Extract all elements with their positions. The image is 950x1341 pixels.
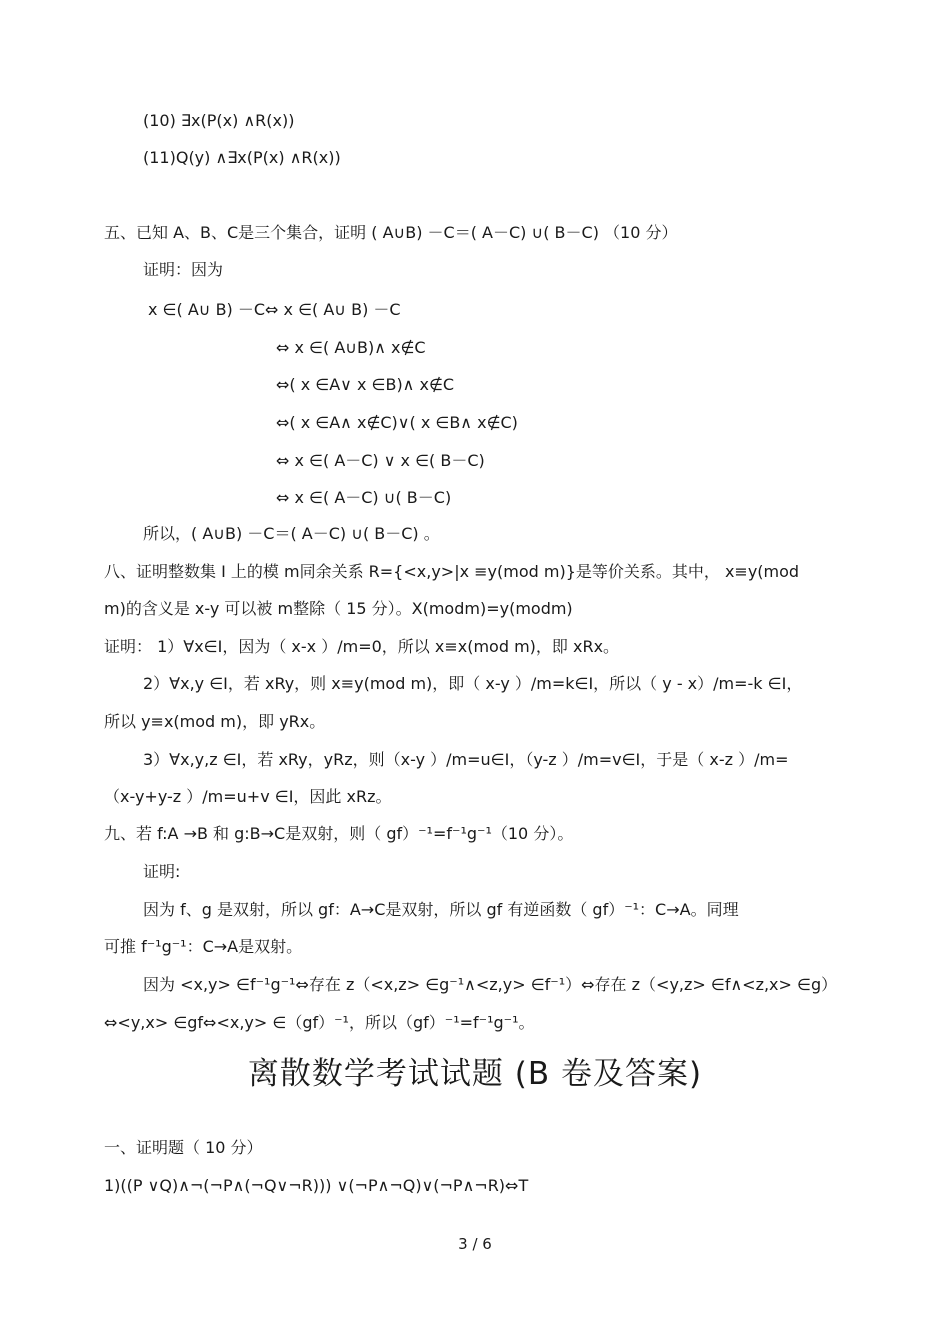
formula-line-11: (11)Q(y) ∧∃x(P(x) ∧R(x)) xyxy=(143,148,341,167)
question-eight-heading-cont: m)的含义是 x-y 可以被 m整除（ 15 分）。X(modm)=y(modm) xyxy=(104,599,573,618)
proof-step-1: x ∈( A∪ B) －C⇔ x ∈( A∪ B) －C xyxy=(148,300,401,319)
proof-step-3: ⇔( x ∈A∨ x ∈B)∧ x∉C xyxy=(276,375,455,394)
proof-reflexive: 证明： 1）∀x∈I，因为（ x-x ）/m=0，所以 x≡x(mod m)，即 xRx。 xyxy=(104,637,620,656)
proof-step-5: ⇔ x ∈( A－C) ∨ x ∈( B－C) xyxy=(276,451,485,470)
proof-inverse: 因为 <x,y> ∈f⁻¹g⁻¹⇔存在 z（<x,z> ∈g⁻¹∧<z,y> ∈f⁻¹）⇔存在 z（<y,z> ∈f∧<z,x> ∈g） xyxy=(143,975,838,994)
proof-symmetric-cont: 所以 y≡x(mod m)，即 yRx。 xyxy=(104,712,326,731)
exam-title: 离散数学考试试题 (B 卷及答案) xyxy=(247,1056,703,1092)
proof-symmetric: 2）∀x,y ∈I，若 xRy，则 x≡y(mod m)，即（ x-y ）/m=k∈I，所以（ y - x）/m=-k ∈I， xyxy=(143,674,803,693)
question-nine-heading: 九、若 f:A →B 和 g:B→C是双射，则（ gf）⁻¹=f⁻¹g⁻¹（10 分）。 xyxy=(104,824,574,843)
section-one-heading: 一、证明题（ 10 分） xyxy=(104,1138,263,1157)
proof-intro: 证明：因为 xyxy=(143,260,224,279)
proof-transitive: 3）∀x,y,z ∈I，若 xRy，yRz，则（x-y ）/m=u∈I，（y-z ）/m=v∈I，于是（ x-z ）/m= xyxy=(143,750,789,769)
proof-conclusion: 所以，( A∪B) －C＝( A－C) ∪( B－C) 。 xyxy=(143,524,440,543)
proof-step-4: ⇔( x ∈A∧ x∉C)∨( x ∈B∧ x∉C) xyxy=(276,413,518,432)
page-number: 3 / 6 xyxy=(458,1235,492,1253)
proof-step-6: ⇔ x ∈( A－C) ∪( B－C) xyxy=(276,488,452,507)
proof-bijection: 因为 f、g 是双射，所以 gf：A→C是双射，所以 gf 有逆函数（ gf）⁻¹：C→A。同理 xyxy=(143,900,739,919)
proof-step-2: ⇔ x ∈( A∪B)∧ x∉C xyxy=(276,338,426,357)
proof-label: 证明: xyxy=(143,862,181,881)
formula-line-10: (10) ∃x(P(x) ∧R(x)) xyxy=(143,111,295,130)
proof-transitive-cont: （x-y+y-z ）/m=u+v ∈I，因此 xRz。 xyxy=(104,787,392,806)
question-eight-heading: 八、证明整数集 I 上的模 m同余关系 R={<x,y>|x ≡y(mod m)}是等价关系。其中， x≡y(mod xyxy=(104,562,800,581)
problem-one-formula: 1)((P ∨Q)∧¬(¬P∧(¬Q∨¬R))) ∨(¬P∧¬Q)∨(¬P∧¬R)⇔T xyxy=(104,1176,529,1195)
question-five-heading: 五、已知 A、B、C是三个集合，证明 ( A∪B) －C＝( A－C) ∪( B－C) （10 分） xyxy=(104,223,678,242)
proof-inverse-cont: ⇔<y,x> ∈gf⇔<x,y> ∈（gf）⁻¹，所以（gf）⁻¹=f⁻¹g⁻¹。 xyxy=(104,1013,535,1032)
proof-bijection-cont: 可推 f⁻¹g⁻¹：C→A是双射。 xyxy=(104,937,303,956)
